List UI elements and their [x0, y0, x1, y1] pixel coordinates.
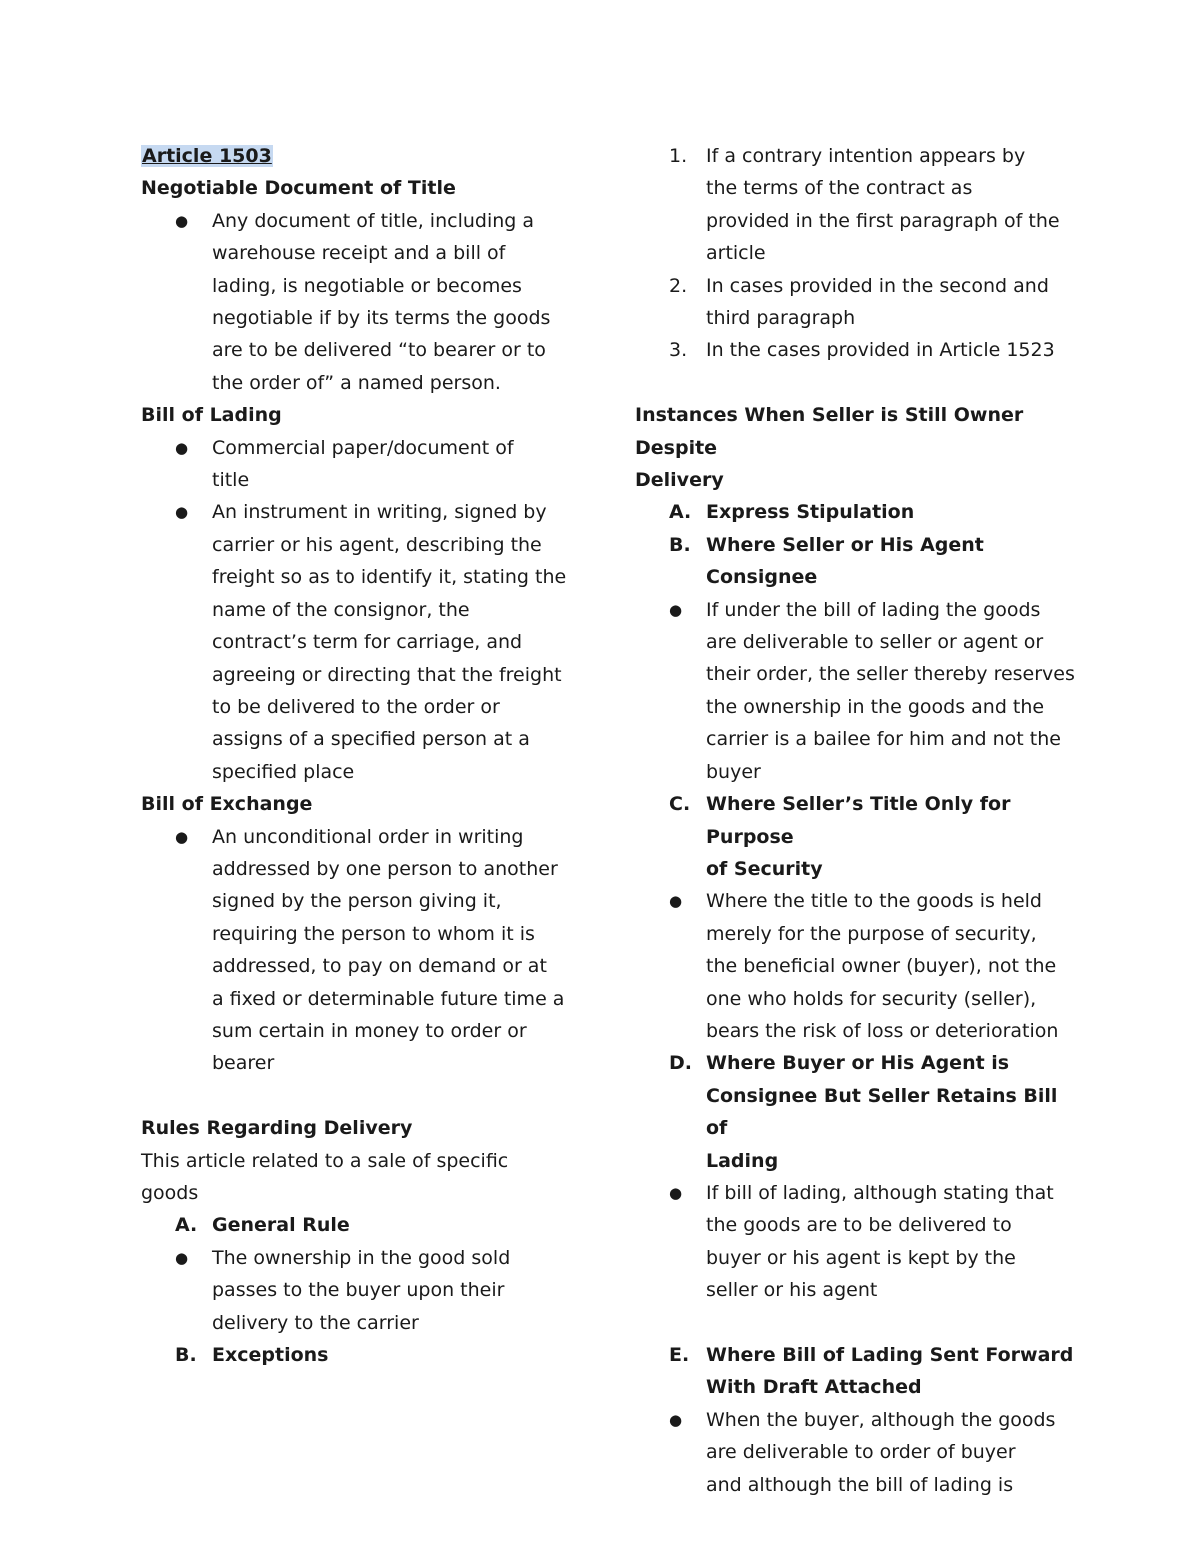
instance-e: E. Where Bill of Lading Sent Forward With Draft Attached — [669, 1344, 1074, 1399]
rules-intro-line: goods — [141, 1181, 199, 1204]
instance-e-bullet: ● When the buyer, although the goods are deliverable to order of buyer and although the bill of lading is — [635, 1404, 1075, 1501]
bullet-icon: ● — [175, 827, 189, 846]
bill-of-exchange-bullet: ● An unconditional order in writing addressed by one person to another signed by the person giving it, requiring the person to whom it is addressed, to pay on demand or at a fixed or determinable future time a sum certain in money to order or bearer — [141, 821, 581, 1080]
spacer — [141, 1080, 581, 1112]
negotiable-bullet: ● Any document of title, including a warehouse receipt and a bill of lading, is negotiable or becomes negotiable if by its terms the goods are to be delivered “to bearer or to the order of” a named person. — [141, 205, 581, 399]
rules-intro-line: This article related to a sale of specific — [141, 1149, 509, 1172]
spacer — [635, 367, 1075, 399]
bill-of-lading-heading: Bill of Lading — [141, 404, 282, 427]
rule-b: B. Exceptions — [141, 1339, 581, 1371]
bullet-icon: ● — [175, 438, 189, 457]
bullet-icon: ● — [669, 600, 683, 619]
instance-d-bullet: ● If bill of lading, although stating that the goods are to be delivered to buyer or his agent is kept by the seller or his agent — [635, 1177, 1075, 1307]
instance-c: C. Where Seller’s Title Only for Purpose of Security — [669, 793, 1011, 880]
instance-c-bullet: ● Where the title to the goods is held merely for the purpose of security, the beneficial owner (buyer), not the one who holds for security (seller), bears the risk of loss or deterioration — [635, 885, 1075, 1047]
article-title — [141, 140, 581, 172]
rule-a-letter: A. — [175, 1214, 198, 1237]
article-title-highlight: Article 1503 — [142, 145, 272, 167]
instance-d: D. Where Buyer or His Agent is Consignee But Seller Retains Bill of Lading — [669, 1052, 1058, 1172]
instance-a: A. Express Stipulation — [669, 501, 915, 524]
bill-of-lading-bullet-2: ● An instrument in writing, signed by carrier or his agent, describing the freight so as to identify it, stating the name of the consignor, the contract’s term for carriage, and agreeing or directing that the freight to be delivered to the order or assigns of a specified person at a specified place — [141, 496, 581, 788]
bullet-icon: ● — [175, 211, 189, 230]
left-column — [141, 140, 581, 1371]
instance-b-bullet: ● If under the bill of lading the goods are deliverable to seller or agent or their order, the seller thereby reserves the ownership in the goods and the carrier is a bailee for him and not the buyer — [635, 594, 1075, 788]
rules-heading: Rules Regarding Delivery — [141, 1117, 413, 1140]
instances-heading: Instances When Seller is Still Owner Despite — [635, 404, 1024, 459]
exception-item-2: 2. In cases provided in the second and third paragraph — [669, 274, 1049, 330]
instances-heading: Delivery — [635, 469, 724, 492]
bill-of-exchange-heading: Bill of Exchange — [141, 793, 313, 816]
negotiable-heading: Negotiable Document of Title — [141, 177, 456, 200]
bullet-icon: ● — [669, 892, 683, 911]
bullet-icon: ● — [669, 1410, 683, 1429]
exception-item-3: 3. In the cases provided in Article 1523 — [669, 339, 1055, 362]
rule-a: A. General Rule — [141, 1209, 581, 1241]
rule-b-letter: B. — [175, 1344, 197, 1367]
bullet-icon: ● — [175, 503, 189, 522]
right-column — [635, 140, 1075, 1501]
bullet-icon: ● — [669, 1183, 683, 1202]
spacer — [635, 1307, 1075, 1339]
bullet-icon: ● — [175, 1248, 189, 1267]
exception-item-1: 1. If a contrary intention appears by the terms of the contract as provided in the first paragraph of the article — [669, 145, 1060, 265]
instance-b: B. Where Seller or His Agent Consignee — [669, 533, 984, 589]
bill-of-lading-bullet-1: ● Commercial paper/document of title — [141, 432, 581, 497]
rule-a-bullet: ● The ownership in the good sold passes to the buyer upon their delivery to the carrier — [141, 1242, 581, 1339]
